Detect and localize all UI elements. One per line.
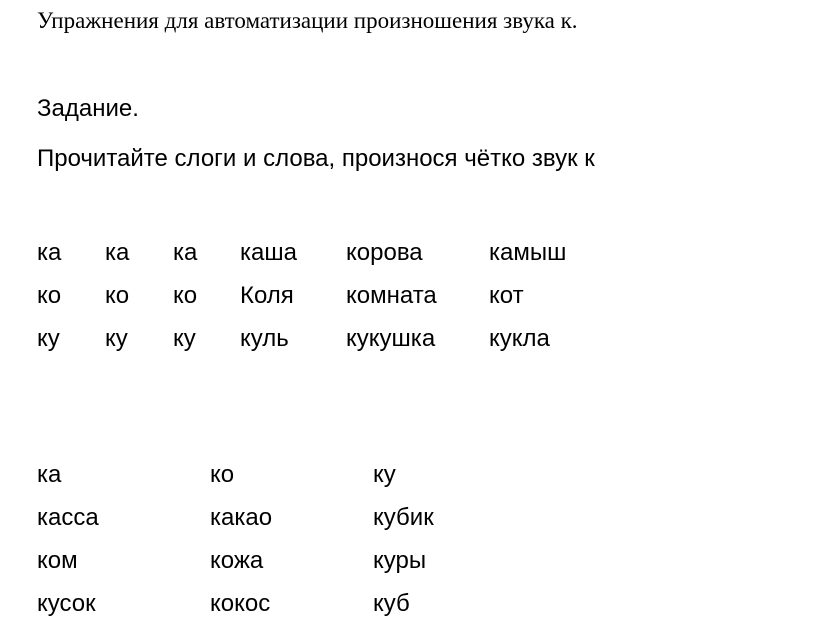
table-cell: куль <box>240 325 289 352</box>
table-cell: куры <box>373 547 427 574</box>
table-cell: какао <box>210 504 273 531</box>
table-cell: Коля <box>240 282 294 309</box>
table-cell: ко <box>210 461 235 488</box>
table-cell: кукла <box>489 325 550 352</box>
table-cell: ка <box>173 239 198 266</box>
table-cell: кокос <box>210 590 271 617</box>
table-cell: комната <box>346 282 437 309</box>
table-cell: корова <box>346 239 423 266</box>
table-cell: ку <box>373 461 396 488</box>
table-cell: ком <box>37 547 78 574</box>
table-cell: касса <box>37 504 99 531</box>
table-cell: ку <box>37 325 60 352</box>
table-cell: каша <box>240 239 297 266</box>
table-cell: кот <box>489 282 524 309</box>
instruction-text: Прочитайте слоги и слова, произнося чётко звук к <box>37 145 595 172</box>
table-cell: кубик <box>373 504 434 531</box>
page-title: Упражнения для автоматизации произношения звука к. <box>37 8 578 33</box>
table-cell: кукушка <box>346 325 436 352</box>
table-cell: ко <box>173 282 198 309</box>
table-cell: камыш <box>489 239 567 266</box>
task-label: Задание. <box>37 95 139 122</box>
table-cell: кожа <box>210 547 264 574</box>
table-cell: ко <box>37 282 62 309</box>
table-cell: ка <box>105 239 130 266</box>
table-cell: ку <box>173 325 196 352</box>
table-cell: ко <box>105 282 130 309</box>
table-cell: ка <box>37 239 62 266</box>
table-cell: ку <box>105 325 128 352</box>
table-cell: кусок <box>37 590 96 617</box>
table-cell: куб <box>373 590 410 617</box>
table-cell: ка <box>37 461 62 488</box>
